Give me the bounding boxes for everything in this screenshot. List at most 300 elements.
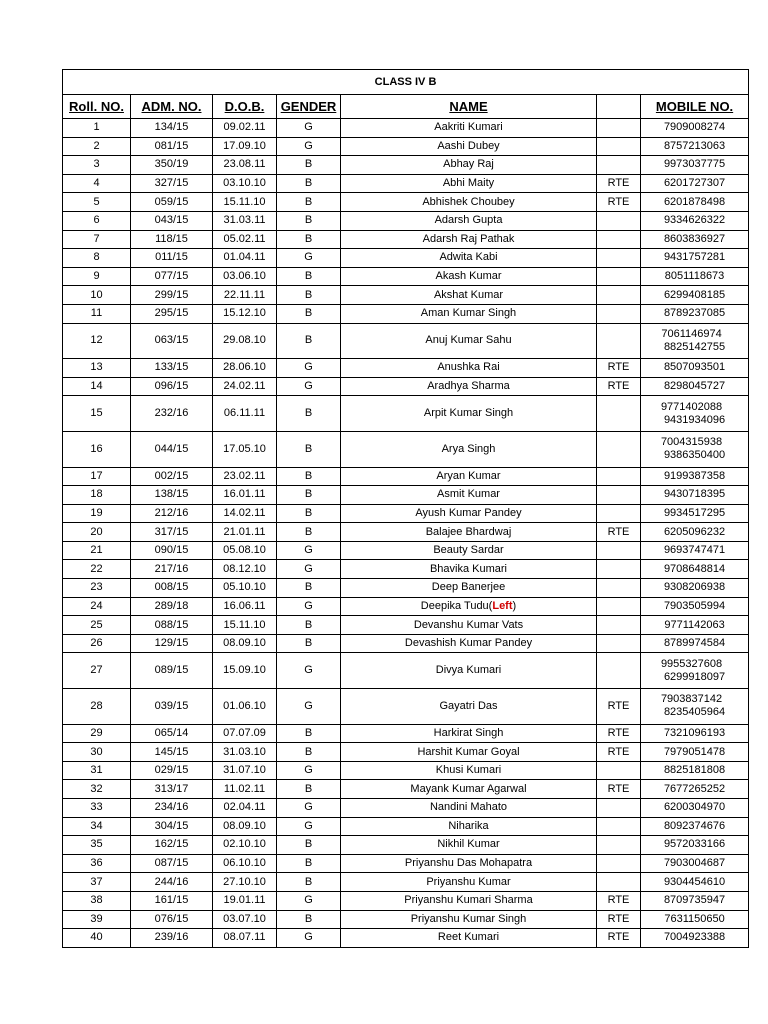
table-row bbox=[63, 799, 749, 818]
adm-no-cell: 299/15 bbox=[131, 286, 213, 305]
mobile-number: 7004923388 bbox=[663, 931, 726, 944]
mobile-no-cell bbox=[641, 486, 749, 505]
adm-no-cell: 134/15 bbox=[131, 119, 213, 138]
mobile-number: 7631150650 bbox=[664, 912, 725, 925]
quota-cell bbox=[597, 249, 641, 268]
table-row bbox=[63, 486, 749, 505]
roll-no-cell: 9 bbox=[63, 267, 131, 286]
dob-cell: 08.09.10 bbox=[213, 817, 277, 836]
roll-no-cell: 12 bbox=[63, 323, 131, 359]
header-roll-no: Roll. NO. bbox=[63, 95, 131, 119]
mobile-number: 9934517295 bbox=[663, 506, 726, 519]
gender-cell: B bbox=[277, 616, 341, 635]
roll-no-cell: 6 bbox=[63, 211, 131, 230]
mobile-no-cell bbox=[641, 396, 749, 432]
quota-cell bbox=[597, 119, 641, 138]
adm-no-cell: 059/15 bbox=[131, 193, 213, 212]
class-title: CLASS IV B bbox=[63, 70, 749, 95]
gender-cell: B bbox=[277, 486, 341, 505]
adm-no-cell: 077/15 bbox=[131, 267, 213, 286]
dob-cell: 08.07.11 bbox=[213, 929, 277, 948]
adm-no-cell: 096/15 bbox=[131, 377, 213, 396]
adm-no-cell: 063/15 bbox=[131, 323, 213, 359]
table-row bbox=[63, 724, 749, 743]
mobile-number: 7321096193 bbox=[663, 726, 726, 739]
roll-no-cell: 34 bbox=[63, 817, 131, 836]
mobile-no-cell bbox=[641, 891, 749, 910]
dob-cell: 31.03.11 bbox=[213, 211, 277, 230]
gender-cell: B bbox=[277, 836, 341, 855]
adm-no-cell: 076/15 bbox=[131, 910, 213, 929]
mobile-number: 9955327608 bbox=[660, 657, 723, 670]
dob-cell: 15.09.10 bbox=[213, 653, 277, 689]
adm-no-cell: 088/15 bbox=[131, 616, 213, 635]
table-row bbox=[63, 523, 749, 542]
mobile-number: 9771402088 bbox=[660, 400, 723, 413]
quota-cell bbox=[597, 431, 641, 467]
roll-no-cell: 32 bbox=[63, 780, 131, 799]
quota-cell bbox=[597, 504, 641, 523]
quota-cell bbox=[597, 616, 641, 635]
adm-no-cell: 244/16 bbox=[131, 873, 213, 892]
class-roster-table bbox=[62, 69, 749, 948]
roll-no-cell: 16 bbox=[63, 431, 131, 467]
roll-no-cell: 22 bbox=[63, 560, 131, 579]
quota-cell bbox=[597, 560, 641, 579]
mobile-no-cell bbox=[641, 817, 749, 836]
adm-no-cell: 081/15 bbox=[131, 137, 213, 156]
roll-no-cell: 40 bbox=[63, 929, 131, 948]
mobile-no-cell bbox=[641, 249, 749, 268]
dob-cell: 05.10.10 bbox=[213, 579, 277, 598]
table-row bbox=[63, 634, 749, 653]
gender-cell: B bbox=[277, 504, 341, 523]
quota-cell bbox=[597, 597, 641, 616]
quota-cell bbox=[597, 137, 641, 156]
student-name-cell: Ayush Kumar Pandey bbox=[341, 504, 597, 523]
student-name-cell: Divya Kumari bbox=[341, 653, 597, 689]
student-name-cell: Devashish Kumar Pandey bbox=[341, 634, 597, 653]
mobile-number: 8298045727 bbox=[663, 380, 726, 393]
mobile-number: 9693747471 bbox=[663, 544, 726, 557]
mobile-no-cell bbox=[641, 267, 749, 286]
roll-no-cell: 19 bbox=[63, 504, 131, 523]
mobile-number: 8825142755 bbox=[663, 340, 726, 353]
adm-no-cell: 043/15 bbox=[131, 211, 213, 230]
gender-cell: B bbox=[277, 634, 341, 653]
adm-no-cell: 161/15 bbox=[131, 891, 213, 910]
table-row bbox=[63, 854, 749, 873]
mobile-number: 8757213063 bbox=[663, 139, 726, 152]
adm-no-cell: 350/19 bbox=[131, 156, 213, 175]
roll-no-cell: 25 bbox=[63, 616, 131, 635]
gender-cell: B bbox=[277, 211, 341, 230]
header-quota bbox=[597, 95, 641, 119]
dob-cell: 31.03.10 bbox=[213, 743, 277, 762]
student-name-cell: Niharika bbox=[341, 817, 597, 836]
quota-cell: RTE bbox=[597, 929, 641, 948]
mobile-no-cell bbox=[641, 836, 749, 855]
roll-no-cell: 33 bbox=[63, 799, 131, 818]
mobile-no-cell bbox=[641, 799, 749, 818]
adm-no-cell: 162/15 bbox=[131, 836, 213, 855]
mobile-no-cell bbox=[641, 929, 749, 948]
quota-cell: RTE bbox=[597, 523, 641, 542]
quota-cell bbox=[597, 211, 641, 230]
dob-cell: 23.02.11 bbox=[213, 467, 277, 486]
dob-cell: 02.10.10 bbox=[213, 836, 277, 855]
dob-cell: 01.04.11 bbox=[213, 249, 277, 268]
table-row bbox=[63, 359, 749, 378]
table-row bbox=[63, 541, 749, 560]
student-name-cell: Nandini Mahato bbox=[341, 799, 597, 818]
student-name-cell: Adwita Kabi bbox=[341, 249, 597, 268]
adm-no-cell: 090/15 bbox=[131, 541, 213, 560]
mobile-no-cell bbox=[641, 431, 749, 467]
roll-no-cell: 24 bbox=[63, 597, 131, 616]
table-row bbox=[63, 137, 749, 156]
dob-cell: 17.09.10 bbox=[213, 137, 277, 156]
gender-cell: G bbox=[277, 560, 341, 579]
mobile-no-cell bbox=[641, 137, 749, 156]
adm-no-cell: 089/15 bbox=[131, 653, 213, 689]
dob-cell: 03.10.10 bbox=[213, 174, 277, 193]
roster-body bbox=[63, 119, 749, 948]
student-name-cell: Abhishek Choubey bbox=[341, 193, 597, 212]
student-name-cell: Anuj Kumar Sahu bbox=[341, 323, 597, 359]
mobile-no-cell bbox=[641, 653, 749, 689]
quota-cell bbox=[597, 799, 641, 818]
dob-cell: 15.12.10 bbox=[213, 304, 277, 323]
table-row bbox=[63, 286, 749, 305]
table-row bbox=[63, 377, 749, 396]
table-row bbox=[63, 817, 749, 836]
quota-cell bbox=[597, 156, 641, 175]
roll-no-cell: 27 bbox=[63, 653, 131, 689]
gender-cell: B bbox=[277, 304, 341, 323]
quota-cell: RTE bbox=[597, 891, 641, 910]
mobile-no-cell bbox=[641, 304, 749, 323]
student-name-cell: Aashi Dubey bbox=[341, 137, 597, 156]
dob-cell: 06.11.11 bbox=[213, 396, 277, 432]
dob-cell: 11.02.11 bbox=[213, 780, 277, 799]
mobile-no-cell bbox=[641, 689, 749, 725]
student-name-cell bbox=[341, 597, 597, 616]
mobile-no-cell bbox=[641, 467, 749, 486]
student-name-cell: Harshit Kumar Goyal bbox=[341, 743, 597, 762]
gender-cell: B bbox=[277, 724, 341, 743]
mobile-number: 9304454610 bbox=[663, 875, 726, 888]
mobile-number: 8789974584 bbox=[663, 637, 726, 650]
adm-no-cell: 011/15 bbox=[131, 249, 213, 268]
adm-no-cell: 295/15 bbox=[131, 304, 213, 323]
mobile-no-cell bbox=[641, 193, 749, 212]
roll-no-cell: 35 bbox=[63, 836, 131, 855]
mobile-number: 9334626322 bbox=[663, 214, 726, 227]
quota-cell bbox=[597, 286, 641, 305]
gender-cell: B bbox=[277, 743, 341, 762]
roll-no-cell: 3 bbox=[63, 156, 131, 175]
mobile-number: 9572033166 bbox=[663, 838, 726, 851]
table-row bbox=[63, 780, 749, 799]
gender-cell: B bbox=[277, 174, 341, 193]
quota-cell: RTE bbox=[597, 377, 641, 396]
dob-cell: 23.08.11 bbox=[213, 156, 277, 175]
quota-cell bbox=[597, 467, 641, 486]
adm-no-cell: 145/15 bbox=[131, 743, 213, 762]
header-gender: GENDER bbox=[277, 95, 341, 119]
dob-cell: 03.06.10 bbox=[213, 267, 277, 286]
mobile-number: 7903004687 bbox=[663, 857, 726, 870]
mobile-number: 6205096232 bbox=[663, 525, 726, 538]
mobile-number: 7004315938 bbox=[660, 436, 723, 449]
roll-no-cell: 8 bbox=[63, 249, 131, 268]
mobile-no-cell bbox=[641, 230, 749, 249]
mobile-no-cell bbox=[641, 616, 749, 635]
gender-cell: B bbox=[277, 396, 341, 432]
adm-no-cell: 044/15 bbox=[131, 431, 213, 467]
gender-cell: G bbox=[277, 377, 341, 396]
adm-no-cell: 217/16 bbox=[131, 560, 213, 579]
adm-no-cell: 313/17 bbox=[131, 780, 213, 799]
gender-cell: G bbox=[277, 817, 341, 836]
quota-cell bbox=[597, 486, 641, 505]
dob-cell: 02.04.11 bbox=[213, 799, 277, 818]
table-row bbox=[63, 579, 749, 598]
header-mobile-no: MOBILE NO. bbox=[641, 95, 749, 119]
left-status-note: Left bbox=[492, 599, 513, 612]
dob-cell: 29.08.10 bbox=[213, 323, 277, 359]
mobile-no-cell bbox=[641, 634, 749, 653]
table-row bbox=[63, 119, 749, 138]
mobile-number: 9386350400 bbox=[663, 449, 726, 462]
adm-no-cell: 002/15 bbox=[131, 467, 213, 486]
quota-cell: RTE bbox=[597, 174, 641, 193]
dob-cell: 21.01.11 bbox=[213, 523, 277, 542]
mobile-number: 8235405964 bbox=[663, 706, 726, 719]
table-row bbox=[63, 249, 749, 268]
roll-no-cell: 13 bbox=[63, 359, 131, 378]
mobile-no-cell bbox=[641, 724, 749, 743]
mobile-no-cell bbox=[641, 323, 749, 359]
mobile-number: 6201878498 bbox=[663, 195, 726, 208]
mobile-number: 7677265252 bbox=[663, 782, 726, 795]
student-name-cell: Gayatri Das bbox=[341, 689, 597, 725]
student-name-cell: Aman Kumar Singh bbox=[341, 304, 597, 323]
gender-cell: G bbox=[277, 119, 341, 138]
mobile-no-cell bbox=[641, 597, 749, 616]
gender-cell: B bbox=[277, 323, 341, 359]
student-name-cell: Asmit Kumar bbox=[341, 486, 597, 505]
roll-no-cell: 21 bbox=[63, 541, 131, 560]
adm-no-cell: 008/15 bbox=[131, 579, 213, 598]
gender-cell: B bbox=[277, 267, 341, 286]
student-name-cell: Aryan Kumar bbox=[341, 467, 597, 486]
gender-cell: B bbox=[277, 431, 341, 467]
table-row bbox=[63, 929, 749, 948]
gender-cell: G bbox=[277, 761, 341, 780]
gender-cell: B bbox=[277, 873, 341, 892]
mobile-number: 6299408185 bbox=[663, 288, 726, 301]
mobile-number: 6299918097 bbox=[663, 670, 726, 683]
roll-no-cell: 10 bbox=[63, 286, 131, 305]
mobile-number: 7061146974 bbox=[661, 327, 722, 340]
student-name-cell: Balajee Bhardwaj bbox=[341, 523, 597, 542]
roll-no-cell: 30 bbox=[63, 743, 131, 762]
student-name-cell: Akshat Kumar bbox=[341, 286, 597, 305]
roll-no-cell: 31 bbox=[63, 761, 131, 780]
dob-cell: 01.06.10 bbox=[213, 689, 277, 725]
mobile-no-cell bbox=[641, 523, 749, 542]
gender-cell: B bbox=[277, 193, 341, 212]
mobile-no-cell bbox=[641, 174, 749, 193]
dob-cell: 28.06.10 bbox=[213, 359, 277, 378]
gender-cell: G bbox=[277, 929, 341, 948]
roll-no-cell: 26 bbox=[63, 634, 131, 653]
gender-cell: G bbox=[277, 891, 341, 910]
gender-cell: G bbox=[277, 799, 341, 818]
table-row bbox=[63, 193, 749, 212]
quota-cell bbox=[597, 304, 641, 323]
table-row bbox=[63, 396, 749, 432]
quota-cell bbox=[597, 873, 641, 892]
quota-cell bbox=[597, 634, 641, 653]
mobile-number: 8051118673 bbox=[664, 270, 725, 283]
student-name-cell: Anushka Rai bbox=[341, 359, 597, 378]
mobile-number: 8789237085 bbox=[663, 307, 726, 320]
gender-cell: G bbox=[277, 653, 341, 689]
roll-no-cell: 29 bbox=[63, 724, 131, 743]
student-name-cell: Aradhya Sharma bbox=[341, 377, 597, 396]
gender-cell: B bbox=[277, 286, 341, 305]
table-row bbox=[63, 323, 749, 359]
student-name-cell: Abhi Maity bbox=[341, 174, 597, 193]
mobile-number: 8603836927 bbox=[663, 232, 726, 245]
dob-cell: 05.02.11 bbox=[213, 230, 277, 249]
student-name-cell: Bhavika Kumari bbox=[341, 560, 597, 579]
mobile-no-cell bbox=[641, 761, 749, 780]
table-row bbox=[63, 761, 749, 780]
dob-cell: 09.02.11 bbox=[213, 119, 277, 138]
header-row bbox=[63, 95, 749, 119]
adm-no-cell: 087/15 bbox=[131, 854, 213, 873]
dob-cell: 05.08.10 bbox=[213, 541, 277, 560]
gender-cell: G bbox=[277, 359, 341, 378]
roll-no-cell: 1 bbox=[63, 119, 131, 138]
student-name-cell: Abhay Raj bbox=[341, 156, 597, 175]
table-row bbox=[63, 653, 749, 689]
quota-cell bbox=[597, 817, 641, 836]
mobile-number: 9308206938 bbox=[663, 581, 726, 594]
quota-cell bbox=[597, 230, 641, 249]
dob-cell: 17.05.10 bbox=[213, 431, 277, 467]
quota-cell bbox=[597, 579, 641, 598]
mobile-number: 7903837142 bbox=[660, 693, 723, 706]
mobile-number: 6200304970 bbox=[663, 801, 726, 814]
gender-cell: B bbox=[277, 910, 341, 929]
mobile-number: 9973037775 bbox=[663, 158, 726, 171]
dob-cell: 22.11.11 bbox=[213, 286, 277, 305]
student-name-cell: Deep Banerjee bbox=[341, 579, 597, 598]
student-name-cell: Nikhil Kumar bbox=[341, 836, 597, 855]
student-name-cell: Adarsh Gupta bbox=[341, 211, 597, 230]
dob-cell: 24.02.11 bbox=[213, 377, 277, 396]
mobile-no-cell bbox=[641, 286, 749, 305]
mobile-no-cell bbox=[641, 504, 749, 523]
quota-cell bbox=[597, 396, 641, 432]
student-name-cell: Devanshu Kumar Vats bbox=[341, 616, 597, 635]
adm-no-cell: 327/15 bbox=[131, 174, 213, 193]
roll-no-cell: 23 bbox=[63, 579, 131, 598]
quota-cell: RTE bbox=[597, 780, 641, 799]
table-row bbox=[63, 304, 749, 323]
student-name-cell: Adarsh Raj Pathak bbox=[341, 230, 597, 249]
adm-no-cell: 212/16 bbox=[131, 504, 213, 523]
dob-cell: 31.07.10 bbox=[213, 761, 277, 780]
mobile-no-cell bbox=[641, 541, 749, 560]
mobile-no-cell bbox=[641, 377, 749, 396]
student-name-cell: Khusi Kumari bbox=[341, 761, 597, 780]
student-name-cell: Mayank Kumar Agarwal bbox=[341, 780, 597, 799]
mobile-no-cell bbox=[641, 854, 749, 873]
mobile-no-cell bbox=[641, 211, 749, 230]
table-row bbox=[63, 230, 749, 249]
quota-cell bbox=[597, 653, 641, 689]
quota-cell: RTE bbox=[597, 193, 641, 212]
table-row bbox=[63, 743, 749, 762]
mobile-number: 6201727307 bbox=[663, 177, 726, 190]
student-name-cell: Reet Kumari bbox=[341, 929, 597, 948]
student-name-cell: Beauty Sardar bbox=[341, 541, 597, 560]
mobile-number: 8825181808 bbox=[663, 764, 726, 777]
mobile-number: 7909008274 bbox=[663, 121, 726, 134]
student-name-cell: Arpit Kumar Singh bbox=[341, 396, 597, 432]
quota-cell bbox=[597, 854, 641, 873]
dob-cell: 08.09.10 bbox=[213, 634, 277, 653]
adm-no-cell: 129/15 bbox=[131, 634, 213, 653]
mobile-number: 9431934096 bbox=[663, 413, 726, 426]
student-name-cell: Priyanshu Kumari Sharma bbox=[341, 891, 597, 910]
quota-cell: RTE bbox=[597, 743, 641, 762]
dob-cell: 06.10.10 bbox=[213, 854, 277, 873]
mobile-no-cell bbox=[641, 359, 749, 378]
adm-no-cell: 039/15 bbox=[131, 689, 213, 725]
mobile-no-cell bbox=[641, 119, 749, 138]
dob-cell: 07.07.09 bbox=[213, 724, 277, 743]
adm-no-cell: 232/16 bbox=[131, 396, 213, 432]
mobile-no-cell bbox=[641, 873, 749, 892]
adm-no-cell: 304/15 bbox=[131, 817, 213, 836]
roll-no-cell: 17 bbox=[63, 467, 131, 486]
dob-cell: 27.10.10 bbox=[213, 873, 277, 892]
dob-cell: 19.01.11 bbox=[213, 891, 277, 910]
dob-cell: 08.12.10 bbox=[213, 560, 277, 579]
table-row bbox=[63, 910, 749, 929]
adm-no-cell: 138/15 bbox=[131, 486, 213, 505]
mobile-no-cell bbox=[641, 156, 749, 175]
table-row bbox=[63, 891, 749, 910]
roll-no-cell: 4 bbox=[63, 174, 131, 193]
roll-no-cell: 18 bbox=[63, 486, 131, 505]
roll-no-cell: 37 bbox=[63, 873, 131, 892]
table-row bbox=[63, 836, 749, 855]
quota-cell: RTE bbox=[597, 910, 641, 929]
student-name-cell: Arya Singh bbox=[341, 431, 597, 467]
roll-no-cell: 20 bbox=[63, 523, 131, 542]
dob-cell: 15.11.10 bbox=[213, 193, 277, 212]
table-row bbox=[63, 560, 749, 579]
quota-cell: RTE bbox=[597, 359, 641, 378]
